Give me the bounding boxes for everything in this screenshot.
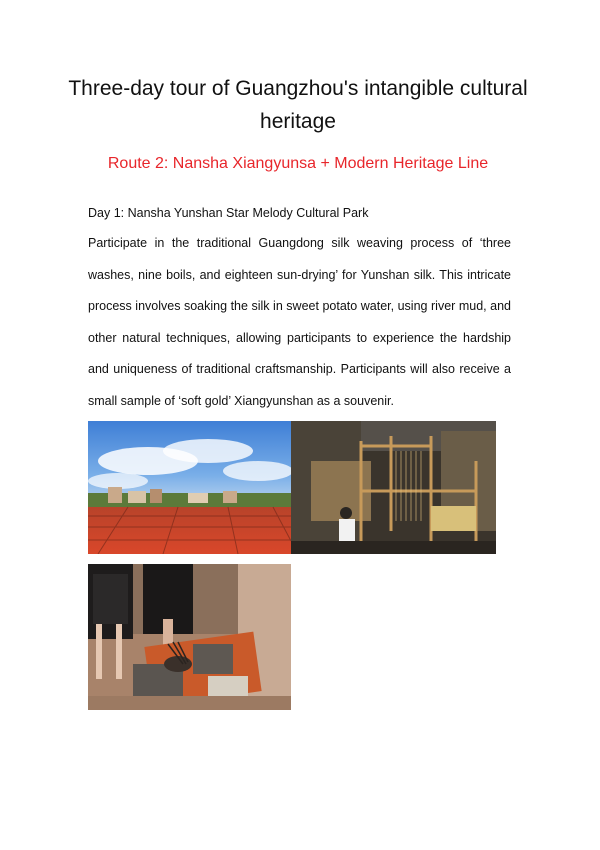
silk-craft-demo-photo (88, 564, 291, 710)
route-heading: Route 2: Nansha Xiangyunsa + Modern Heritage Line (107, 155, 489, 172)
loom-weaving-photo (291, 421, 496, 554)
page-title: Three-day tour of Guangzhou's intangible cultural heritage (68, 77, 528, 133)
day-heading: Day 1: Nansha Yunshan Star Melody Cultural Park (88, 206, 369, 220)
description-paragraph: Participate in the traditional Guangdong silk weaving process of ‘three washes, nine boils, and eighteen sun-drying’ for Yunshan silk. This intricate process involves soaking the silk in sweet potato water, using river mud, and other natural techniques, allowing participants to experience the hardship and uniqueness of traditional craftsmanship. Participants will also receive a small sample of ‘soft gold’ Xiangyunshan as a souvenir. (88, 236, 511, 408)
silk-drying-field-photo (88, 421, 291, 554)
